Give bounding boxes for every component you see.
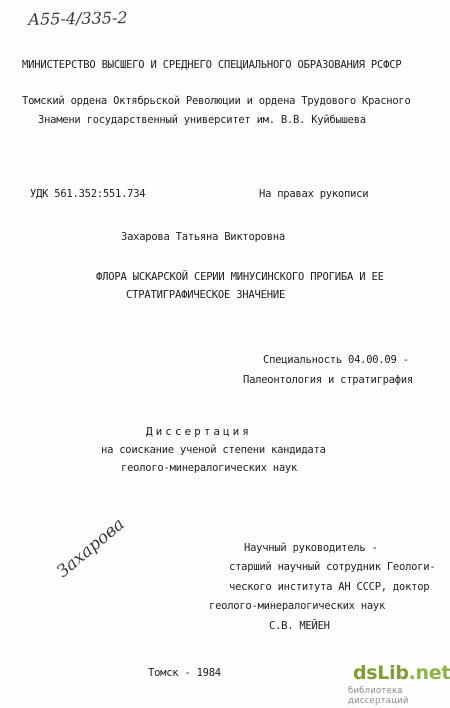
degree-line-1: на соискание ученой степени кандидата — [101, 444, 326, 456]
specialty-line-1: Специальность 04.00.09 - — [263, 354, 409, 366]
thesis-title-line-2: СТРАТИГРАФИЧЕСКОЕ ЗНАЧЕНИЕ — [126, 289, 286, 301]
advisor-line-3: ческого института АН СССР, доктор — [229, 581, 430, 593]
handwritten-signature: Захарова — [53, 514, 129, 582]
thesis-title-line-1: ФЛОРА ЫСКАРСКОЙ СЕРИИ МИНУСИНСКОГО ПРОГИБА И ЕЕ — [96, 271, 384, 283]
specialty-line-2: Палеонтология и стратиграфия — [243, 374, 414, 386]
university-line-1: Томский ордена Октябрьской Революции и ордена Трудового Красного — [22, 95, 411, 107]
handwritten-stamp-code: А55-4/335-2 — [27, 8, 128, 29]
udk-code: УДК 561.352:551.734 — [30, 188, 146, 200]
watermark-logo — [348, 662, 450, 708]
dissertation-label: Диссертация — [146, 425, 252, 438]
advisor-name: С.В. МЕЙЕН — [269, 620, 330, 632]
manuscript-rights: На правах рукописи — [259, 188, 369, 200]
city-year: Томск - 1984 — [148, 667, 221, 679]
author-name: Захарова Татьяна Викторовна — [121, 231, 285, 243]
ministry-header: МИНИСТЕРСТВО ВЫСШЕГО И СРЕДНЕГО СПЕЦИАЛЬНОГО ОБРАЗОВАНИЯ РСФСР — [22, 59, 402, 71]
watermark-caption: библиотека диссертаций — [348, 686, 409, 706]
university-line-2: Знамени государственный университет им. В.В. Куйбышева — [38, 114, 366, 126]
advisor-line-2: старший научный сотрудник Геологи- — [229, 561, 436, 573]
advisor-line-4: геолого-минералогических наук — [209, 600, 386, 612]
watermark-brand: dsLib.net — [353, 662, 450, 684]
degree-line-2: геолого-минералогических наук — [121, 462, 298, 474]
advisor-line-1: Научный руководитель - — [244, 542, 378, 554]
